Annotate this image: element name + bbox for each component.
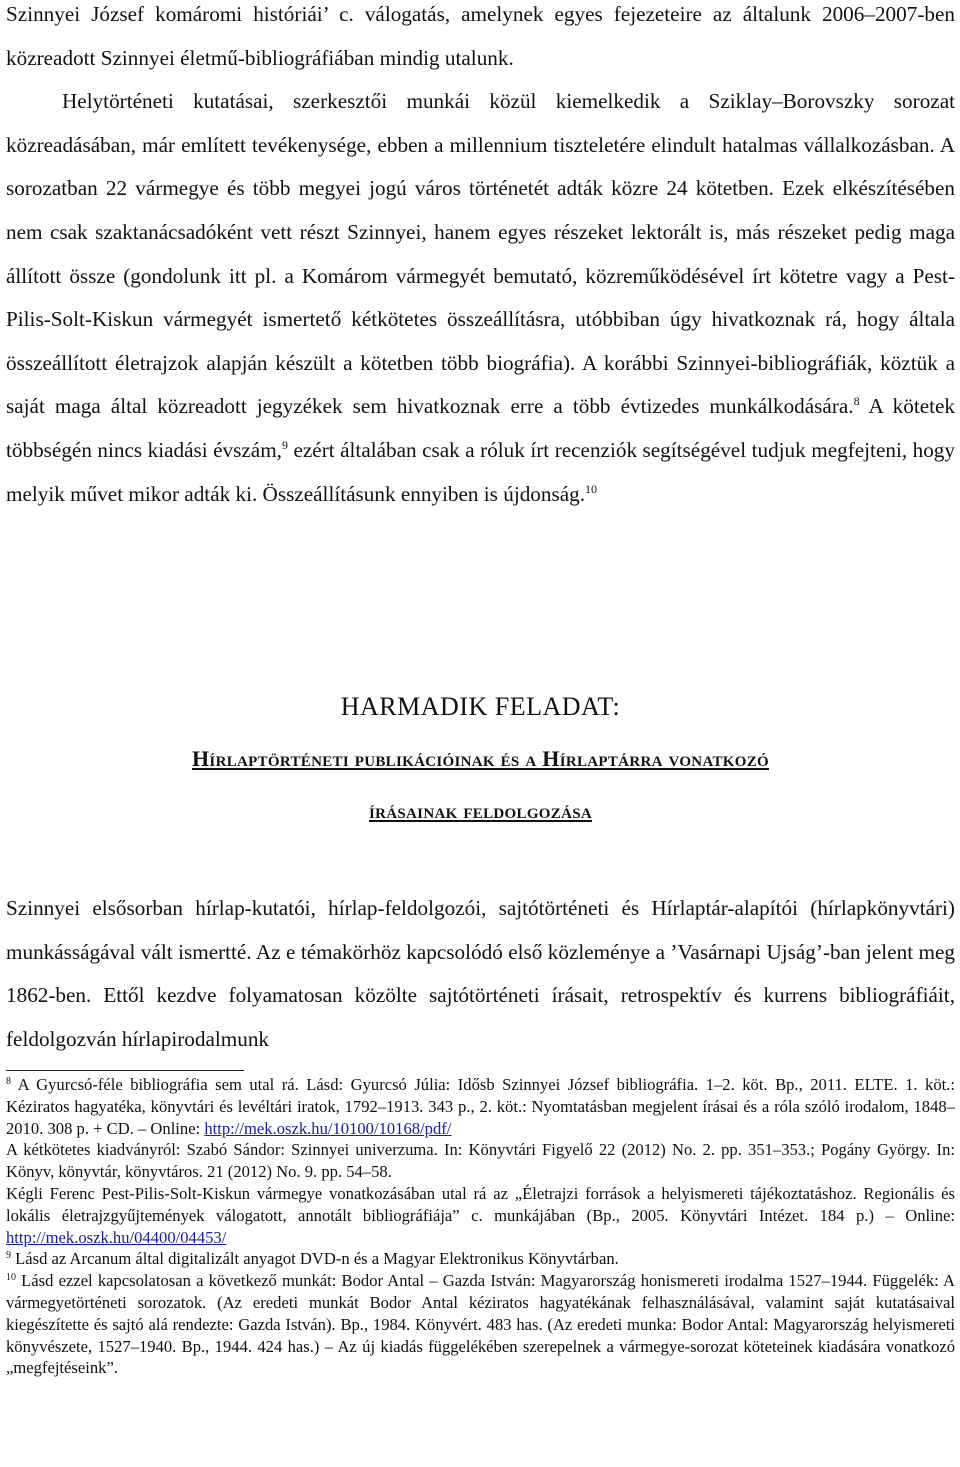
- footnote-text: Lásd az Arcanum által digitalizált anyagot DVD-n és a Magyar Elektronikus Könyvtárban.: [11, 1249, 619, 1269]
- footnote-number: 9: [6, 1250, 11, 1262]
- footnote-text: Lásd ezzel kapcsolatosan a következő munkát: Bodor Antal – Gazda István: Magyarország honismereti irodalma 1527–1944. Függelék: A vármegyetörténeti sorozatok. (Az eredeti munkát Bodor Antal kéziratos hagyatékának felhasználásával, valamint saját kutatásaival kiegészítette és sajtó alá rendezte: Gazda István). Bp., 1984. Könyvért. 483 has. (Az eredeti munka: Bodor Antal: Magyarország helyismereti könyvészete, 1527–1940. Bp., 1944. 424 has.) – Az új kiadás függelékében szerepelnek a vármegye-sorozat köteteinek kiadására vonatkozó „megfejtéseink”.: [6, 1271, 955, 1378]
- footnote-divider: [6, 1070, 244, 1071]
- paragraph-lead-text: Szinnyei József komáromi históriái’ c. válogatás, amelynek egyes fejezeteire az általunk 2006–2007-ben közreadott Szinnyei életmű-bibliográfiában mindig utalunk.: [6, 2, 955, 70]
- footnote-link-mek-10168[interactable]: http://mek.oszk.hu/10100/10168/pdf/: [204, 1118, 452, 1138]
- paragraph-hirlap: Szinnyei elsősorban hírlap-kutatói, hírlap-feldolgozói, sajtótörténeti és Hírlaptár-alapítói (hírlapkönyvtári) munkásságával vált ismertté. Az e témakörhöz kapcsolódó első közleménye a ’Vasárnapi Ujság’-ban jelent meg 1862-ben. Ettől kezdve folyamatosan közölte sajtótörténeti írásait, retrospektív és kurrens bibliográfiáit, feldolgozván hírlapirodalmunk: [6, 896, 955, 1051]
- paragraph-text-c: ezért általában csak a róluk írt recenziók segítségével tudjuk megfejteni, hogy melyik művet mikor adták ki. Összeállításunk ennyiben is újdonság.: [6, 437, 955, 506]
- footnote-number: 8: [6, 1076, 11, 1087]
- footnote-8: [6, 1074, 955, 1139]
- paragraph-lead: [6, 0, 955, 80]
- body-paragraph-section: [6, 887, 955, 1061]
- footnote-8-cont-a: A kétkötetes kiadványról: Szabó Sándor: Szinnyei univerzuma. In: Könyvtári Figyelő 22 (2012) No. 2. pp. 351–353.; Pogány György. In: Könyv, könyvtár, könyvtáros. 21 (2012) No. 9. pp. 54–58.: [6, 1140, 955, 1182]
- section-subtitle-line1: Hírlaptörténeti publikációinak és a Hírlaptárra vonatkozó: [192, 746, 769, 771]
- footnote-8-cont-b: [6, 1183, 955, 1248]
- paragraph-text-a: Helytörténeti kutatásai, szerkesztői munkái közül kiemelkedik a Sziklay–Borovszky sorozat közreadásában, már említett tevékenysége, ebben a millennium tiszteletére elindult hatalmas vállalkozásban. A sorozatban 22 vármegye és több megyei jogú város történetét adták közre 24 kötetben. Ezek elkészítésében nem csak szaktanácsadóként vett részt Szinnyei, hanem egyes részeket lektorált is, más részeket pedig maga állított össze (gondolunk itt pl. a Komárom vármegyét bemutató, közreműködésével írt kötetre vagy a Pest-Pilis-Solt-Kiskun vármegyét ismertető kétkötetes összeállításra, utóbbiban úgy hivatkoznak rá, hogy általa összeállított életrajzok alapján készült a kötetben több biográfia). A korábbi Szinnyei-bibliográfiák, köztük a saját maga által közreadott jegyzékek sem hivatkoznak erre a több évtizedes munkálkodására.: [6, 89, 955, 419]
- section-heading: [6, 684, 955, 834]
- footnote-ref-9[interactable]: 9: [281, 437, 288, 452]
- footnote-9: [6, 1248, 955, 1270]
- footnote-number: 10: [6, 1272, 16, 1284]
- body-paragraphs-top: [6, 0, 955, 516]
- footnote-text: Kégli Ferenc Pest-Pilis-Solt-Kiskun vármegye vonatkozásában utal rá az „Életrajzi források a helyismereti tájékoztatáshoz. Regionális és lokális életrajzgyűjtemények válogatott, annotált bibliográfiája” c. munkájában (Bp., 2005. Könyvtári Intézet. 184 p.) – Online:: [6, 1183, 955, 1225]
- footnote-ref-10[interactable]: 10: [585, 481, 598, 496]
- footnote-text: A Gyurcsó-féle bibliográfia sem utal rá. Lásd: Gyurcsó Júlia: Idősb Szinnyei József bibliográfia. 1–2. köt. Bp., 2011. ELTE. 1. köt.: Kéziratos hagyatéka, könyvtári és levéltári iratok, 1792–1913. 343 p., 2. köt.: Nyomtatásban megjelent írásai és a róla szóló irodalom, 1848–2010. 308 p. + CD. – Online:: [6, 1075, 955, 1138]
- footnotes: [6, 1074, 955, 1379]
- footnote-ref-8[interactable]: 8: [853, 394, 860, 409]
- footnote-link-mek-04453[interactable]: http://mek.oszk.hu/04400/04453/: [6, 1227, 227, 1247]
- section-title: HARMADIK FELADAT:: [340, 692, 621, 721]
- paragraph-helytorteneti: [6, 80, 955, 516]
- paragraph-text-b: A kötetek többségén nincs kiadási évszám,: [6, 394, 956, 462]
- footnote-10: [6, 1270, 955, 1379]
- section-subtitle-line2: írásainak feldolgozása: [369, 798, 592, 823]
